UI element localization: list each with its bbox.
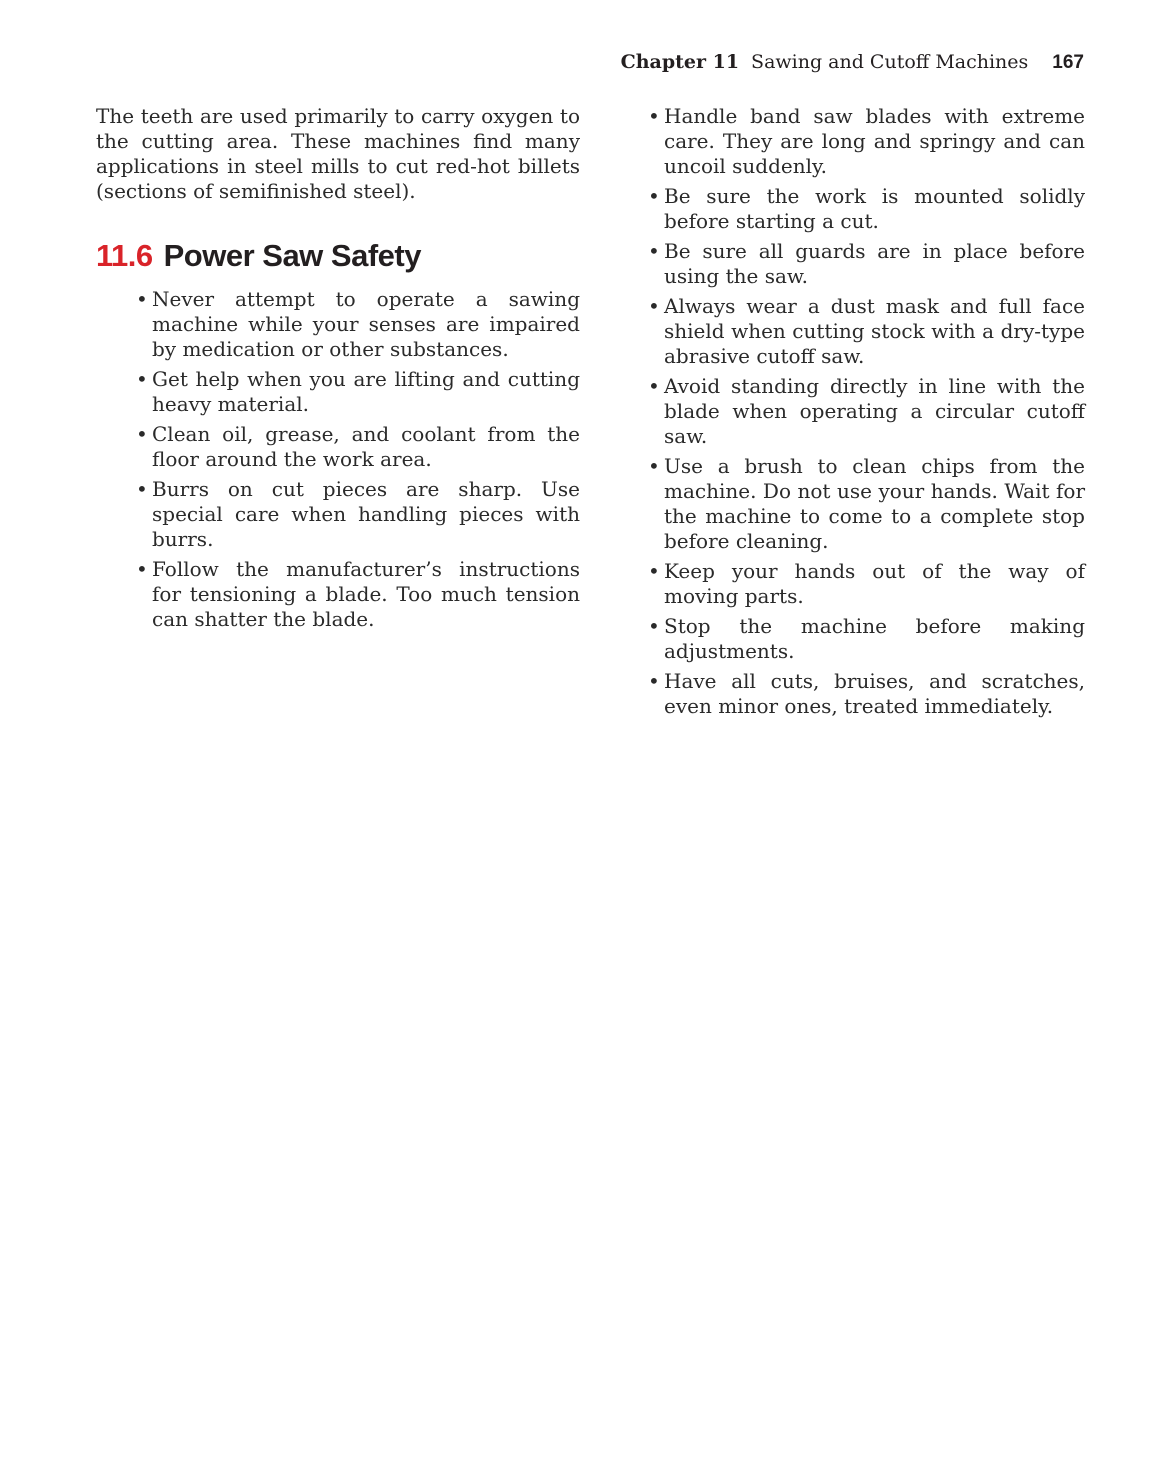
section-number: 11.6 [96, 238, 153, 273]
list-item: • Clean oil, grease, and coolant from the floor around the work area. [96, 422, 580, 472]
list-item: • Always wear a dust mask and full face shield when cutting stock with a dry-type abrasive cutoff saw. [608, 294, 1085, 369]
page-number: 167 [1052, 52, 1084, 73]
list-item: • Handle band saw blades with extreme care. They are long and springy and can uncoil suddenly. [608, 104, 1085, 179]
section-heading [96, 238, 580, 274]
safety-list-left [96, 287, 580, 632]
list-item: • Avoid standing directly in line with the blade when operating a circular cutoff saw. [608, 374, 1085, 449]
section-title: Power Saw Safety [163, 238, 421, 273]
left-column [96, 104, 580, 637]
list-item: • Burrs on cut pieces are sharp. Use special care when handling pieces with burrs. [96, 477, 580, 552]
list-item: • Never attempt to operate a sawing machine while your senses are impaired by medication or other substances. [96, 287, 580, 362]
list-item: • Follow the manufacturer’s instructions for tensioning a blade. Too much tension can shatter the blade. [96, 557, 580, 632]
list-item: • Use a brush to clean chips from the machine. Do not use your hands. Wait for the machine to come to a complete stop before cleaning. [608, 454, 1085, 554]
list-item: • Have all cuts, bruises, and scratches, even minor ones, treated immediately. [608, 669, 1085, 719]
running-header [0, 50, 1084, 75]
list-item: • Get help when you are lifting and cutting heavy material. [96, 367, 580, 417]
list-item: • Keep your hands out of the way of moving parts. [608, 559, 1085, 609]
list-item: • Be sure the work is mounted solidly before starting a cut. [608, 184, 1085, 234]
list-item: • Stop the machine before making adjustments. [608, 614, 1085, 664]
chapter-label: Chapter 11 [620, 51, 740, 73]
safety-list-right [608, 104, 1085, 719]
right-column [608, 104, 1085, 724]
intro-paragraph: The teeth are used primarily to carry oxygen to the cutting area. These machines find many applications in steel mills to cut red-hot billets (sections of semifinished steel). [96, 104, 580, 203]
list-item: • Be sure all guards are in place before using the saw. [608, 239, 1085, 289]
chapter-title: Sawing and Cutoff Machines [751, 51, 1029, 73]
